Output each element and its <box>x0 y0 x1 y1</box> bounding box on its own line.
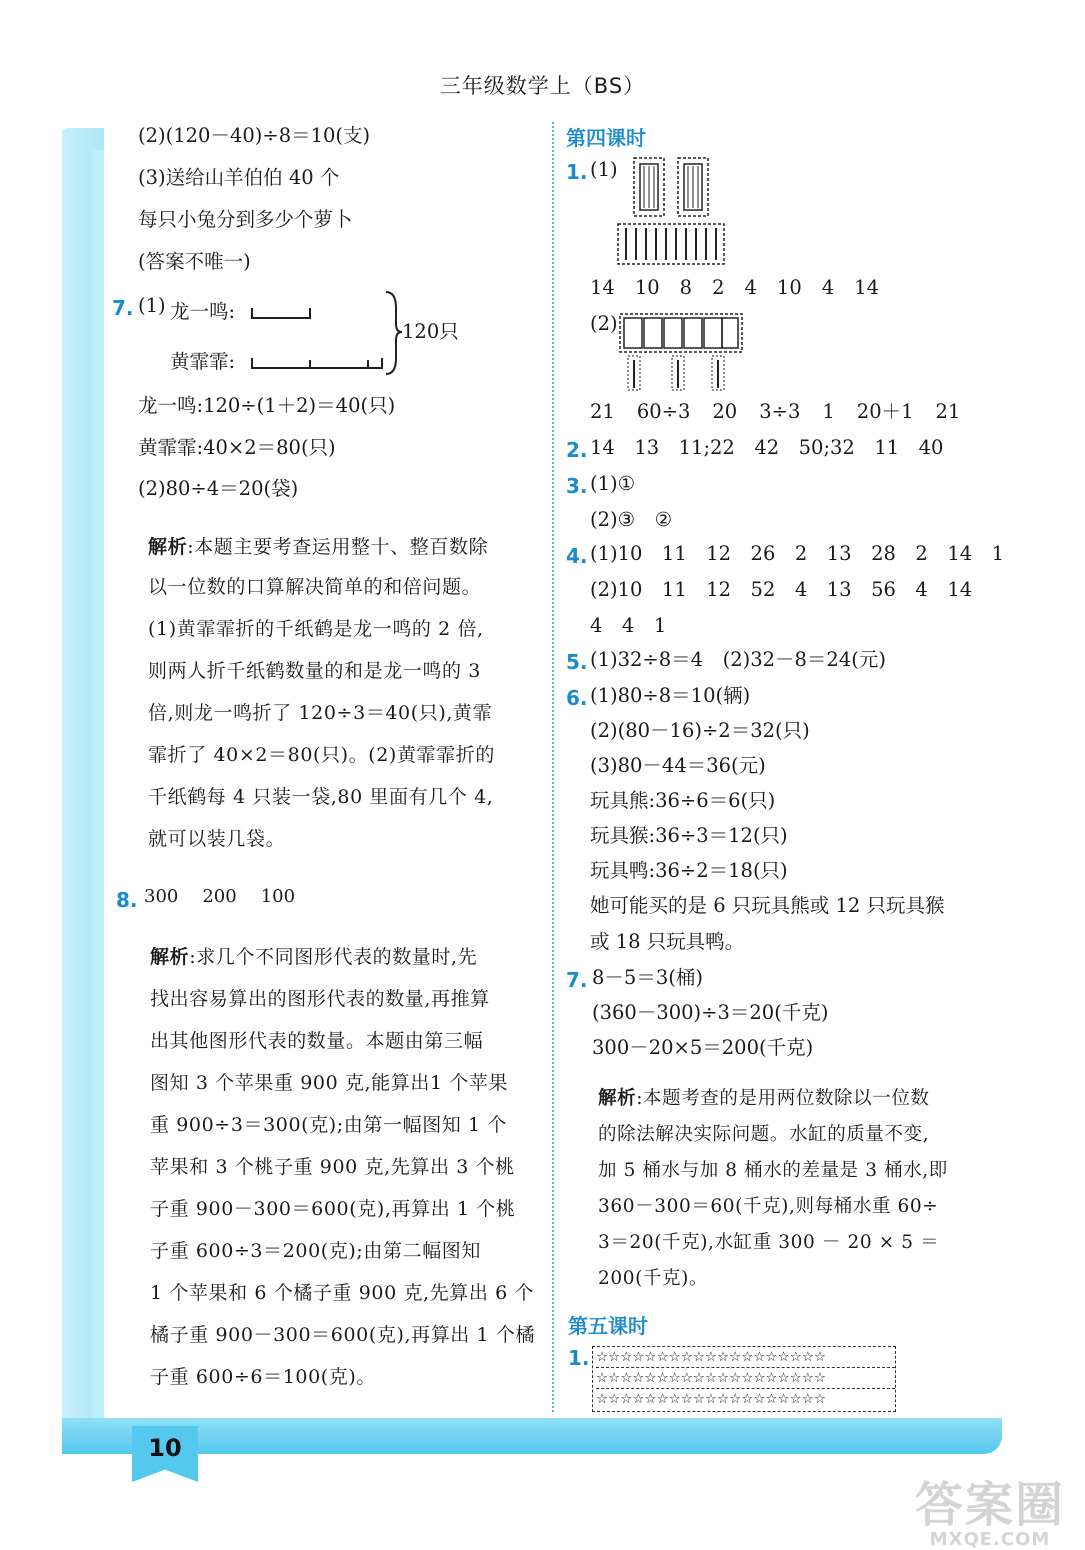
q8-analysis-line-8: 子重 600÷3＝200(克);由第二幅图知 <box>150 1240 482 1262</box>
stars-row-3: ☆☆☆☆☆☆☆☆☆☆☆☆☆☆☆☆☆☆☆ <box>596 1388 895 1409</box>
r-q7-analysis-line-5: 3＝20(千克),水缸重 300 － 20 × 5 ＝ <box>598 1232 940 1253</box>
r-q6-number: 6. <box>566 686 588 710</box>
r-q7-number: 7. <box>566 968 588 992</box>
r-q7-line-1: 8－5＝3(桶) <box>592 966 703 989</box>
r-q4-line-2: (2)10 11 12 52 4 13 56 4 14 <box>590 578 973 601</box>
watermark-main: 答案圈 <box>914 1477 1065 1533</box>
section-title-5: 第五课时 <box>568 1314 648 1338</box>
watermark <box>900 1466 1080 1550</box>
q8-analysis-line-2: 找出容易算出的图形代表的数量,再推算 <box>150 988 490 1010</box>
q7-analysis-line-1: 解析:本题主要考查运用整十、整百数除 <box>148 536 489 558</box>
analysis-label: 解析 <box>598 1088 637 1109</box>
q8-number: 8. <box>116 888 138 912</box>
r-q7-line-3: 300－20×5＝200(千克) <box>592 1036 814 1059</box>
q7-analysis-line-7: 千纸鹤每 4 只装一袋,80 里面有几个 4, <box>148 786 494 808</box>
q8-analysis-line-9: 1 个苹果和 6 个橘子重 900 克,先算出 6 个 <box>150 1282 535 1304</box>
r-q7-analysis-line-1: 解析:本题考查的是用两位数除以一位数 <box>598 1088 930 1109</box>
q7-label-b: 黄霏霏: <box>170 350 236 373</box>
q6-line-4: (答案不唯一) <box>138 250 251 273</box>
r-q2-answer: 14 13 11;22 42 50;32 11 40 <box>590 436 944 459</box>
q7-analysis-line-3: (1)黄霏霏折的千纸鹤是龙一鸣的 2 倍, <box>148 618 484 640</box>
q7-analysis-line-4: 则两人折千纸鹤数量的和是龙一鸣的 3 <box>148 660 481 682</box>
q6-line-2: (3)送给山羊伯伯 40 个 <box>138 166 340 189</box>
q8-analysis-line-11: 子重 600÷6＝100(克)。 <box>150 1366 377 1388</box>
r-q6-line-4: 玩具熊:36÷6＝6(只) <box>590 789 776 812</box>
q6-line-1: (2)(120－40)÷8＝10(支) <box>138 124 371 147</box>
s5-q1-number: 1. <box>568 1346 590 1370</box>
r-q6-line-6: 玩具鸭:36÷2＝18(只) <box>590 859 788 882</box>
q8-analysis-line-6: 苹果和 3 个桃子重 900 克,先算出 3 个桃 <box>150 1156 515 1178</box>
r-q2-number: 2. <box>566 438 588 462</box>
r-q7-analysis-line-6: 200(千克)。 <box>598 1268 709 1289</box>
diagram-segment-a <box>252 308 310 318</box>
q7-part1-label: (1) <box>138 294 166 317</box>
r-q7-analysis-line-4: 360－300＝60(千克),则每桶水重 60÷ <box>598 1196 939 1217</box>
r-q3-number: 3. <box>566 474 588 498</box>
q7-analysis-line-5: 倍,则龙一鸣折了 120÷3＝40(只),黄霏 <box>148 702 493 724</box>
q7-analysis-line-6: 霏折了 40×2＝80(只)。(2)黄霏霏折的 <box>148 744 495 766</box>
r-q1-row1: 14 10 8 2 4 10 4 14 <box>590 276 879 299</box>
r-q4-number: 4. <box>566 544 588 568</box>
q7-line-1: 龙一鸣:120÷(1＋2)＝40(只) <box>138 394 396 417</box>
q1-loose-sticks-figure <box>616 222 728 266</box>
watermark-sub: MXQE.COM <box>929 1529 1051 1550</box>
r-q7-analysis-line-3: 加 5 桶水与加 8 桶水的差量是 3 桶水,即 <box>598 1160 948 1181</box>
r-q7-line-2: (360－300)÷3＝20(千克) <box>592 1001 829 1024</box>
r-q1-part2-label: (2) <box>590 312 618 335</box>
q8-analysis-line-7: 子重 900－300＝600(克),再算出 1 个桃 <box>150 1198 516 1220</box>
analysis-label: 解析 <box>150 946 190 968</box>
q8-analysis-line-5: 重 900÷3＝300(克);由第一幅图知 1 个 <box>150 1114 507 1136</box>
diagram-brace <box>386 292 402 374</box>
section-title-4: 第四课时 <box>566 126 646 150</box>
r-q6-line-7: 她可能买的是 6 只玩具熊或 12 只玩具猴 <box>590 894 945 917</box>
q8-analysis-line-3: 出其他图形代表的数量。本题由第三幅 <box>150 1030 484 1052</box>
q6-line-3: 每只小兔分到多少个萝卜 <box>138 208 353 231</box>
r-q5-answer: (1)32÷8＝4 (2)32－8＝24(元) <box>590 648 886 671</box>
column-divider <box>552 122 554 1412</box>
r-q5-number: 5. <box>566 650 588 674</box>
r-q1-number: 1. <box>566 160 588 184</box>
r-q6-line-8: 或 18 只玩具鸭。 <box>590 930 745 953</box>
stars-row-1: ☆☆☆☆☆☆☆☆☆☆☆☆☆☆☆☆☆☆☆ <box>596 1349 826 1365</box>
r-q7-analysis-line-2: 的除法解决实际问题。水缸的质量不变, <box>598 1124 930 1145</box>
q7-analysis-line-8: 就可以装几袋。 <box>148 828 286 850</box>
bottom-decor-band <box>62 1418 1002 1454</box>
r-q6-line-2: (2)(80－16)÷2＝32(只) <box>590 719 810 742</box>
q8-answer: 300 200 100 <box>144 886 296 907</box>
q7-line-diagram <box>240 288 420 378</box>
r-q6-line-5: 玩具猴:36÷3＝12(只) <box>590 824 788 847</box>
stars-row-2: ☆☆☆☆☆☆☆☆☆☆☆☆☆☆☆☆☆☆☆ <box>596 1367 895 1388</box>
r-q1-row2: 21 60÷3 20 3÷3 1 20＋1 21 <box>590 400 961 423</box>
r-q4-line-1: (1)10 11 12 26 2 13 28 2 14 1 <box>590 542 1005 565</box>
q8-analysis-line-4: 图知 3 个苹果重 900 克,能算出1 个苹果 <box>150 1072 509 1094</box>
page-number: 10 <box>148 1434 182 1462</box>
q7-label-a: 龙一鸣: <box>170 300 236 323</box>
q7-number: 7. <box>112 296 134 320</box>
analysis-label: 解析 <box>148 536 188 558</box>
q7-total-label: 120只 <box>402 320 459 343</box>
r-q4-line-3: 4 4 1 <box>590 614 667 637</box>
q7-line-2: 黄霏霏:40×2＝80(只) <box>138 436 336 459</box>
r-q3-line-1: (1)① <box>590 472 636 495</box>
r-q1-part1-label: (1) <box>590 158 618 181</box>
r-q3-line-2: (2)③ ② <box>590 508 673 531</box>
stars-box <box>592 1346 896 1412</box>
r-q6-line-1: (1)80÷8＝10(辆) <box>590 684 751 707</box>
page-header-title: 三年级数学上（BS） <box>439 74 646 98</box>
r-q6-line-3: (3)80－44＝36(元) <box>590 754 766 777</box>
q8-analysis-line-10: 橘子重 900－300＝600(克),再算出 1 个橘 <box>150 1324 536 1346</box>
q7-line-3: (2)80÷4＝20(袋) <box>138 477 299 500</box>
q8-analysis-line-1: 解析:求几个不同图形代表的数量时,先 <box>150 946 478 968</box>
q7-analysis-line-2: 以一位数的口算解决简单的和倍问题。 <box>148 576 482 598</box>
diagram-segment-b <box>252 358 382 368</box>
q1-bundles-figure-2 <box>618 312 746 392</box>
